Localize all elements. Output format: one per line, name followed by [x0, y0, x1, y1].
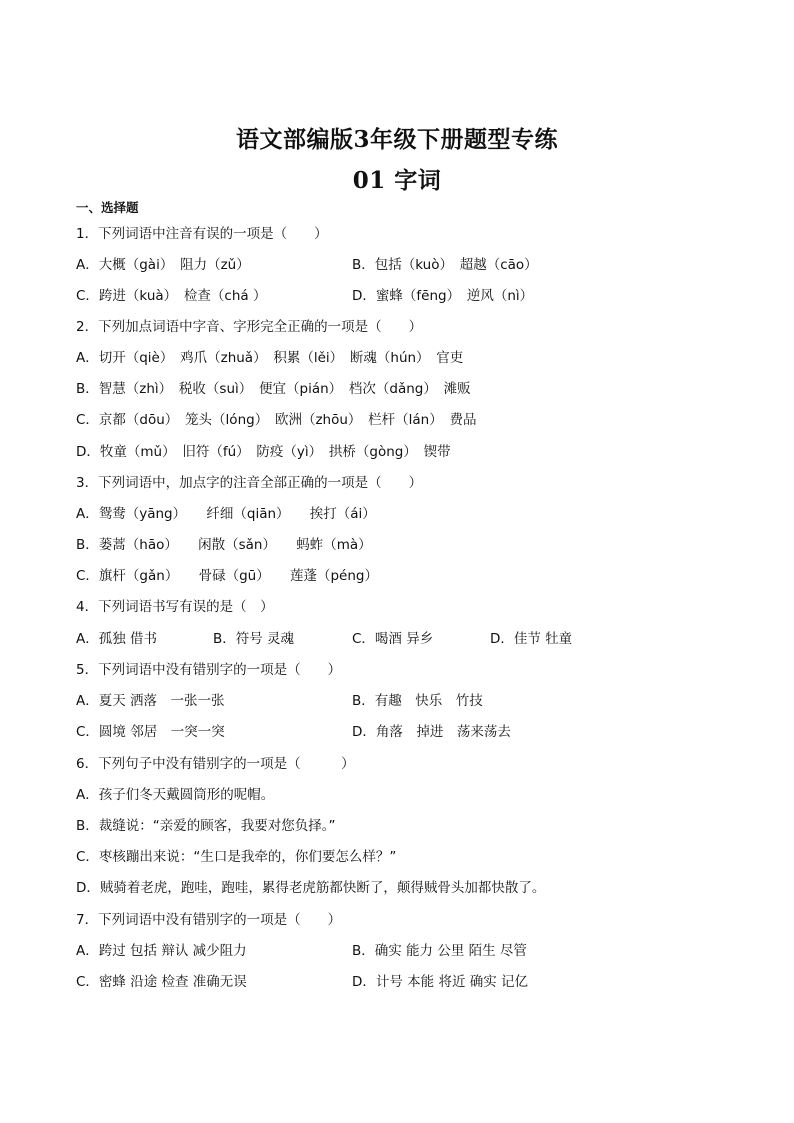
question-7-stem: 7．下列词语中没有错别字的一项是（ ） — [76, 912, 342, 928]
question-6-option-c: C．枣核蹦出来说：“生口是我牵的，你们要怎么样？” — [76, 849, 397, 865]
question-2-option-d: D．牧童（mǔ） 旧符（fú） 防疫（yì） 拱桥（gòng） 锲带 — [76, 444, 451, 460]
question-7-option-c: C．密蜂 沿途 检查 准确无误 — [76, 974, 247, 990]
question-5-stem: 5．下列词语中没有错别字的一项是（ ） — [76, 662, 342, 678]
question-4-option-b: B．符号 灵魂 — [213, 631, 295, 647]
question-7-option-b: B．确实 能力 公里 陌生 尽管 — [352, 943, 527, 959]
question-1-option-d: D．蜜蜂（fēng） 逆风（nì） — [352, 288, 534, 304]
question-7-option-a: A．跨过 包括 辩认 减少阻力 — [76, 943, 247, 959]
question-2-option-b: B．智慧（zhì） 税收（suì） 便宜（pián） 档次（dǎng） 滩贩 — [76, 381, 471, 397]
question-3-option-c: C．旗杆（gǎn） 骨碌（gū） 莲蓬（péng） — [76, 568, 378, 584]
question-4-option-c: C．喝酒 异乡 — [352, 631, 434, 647]
question-3-option-b: B．蒌蒿（hāo） 闲散（sǎn） 蚂蚱（mà） — [76, 537, 372, 553]
question-5-option-d: D．角落 掉进 荡来荡去 — [352, 724, 511, 740]
question-1-stem: 1．下列词语中注音有误的一项是（ ） — [76, 226, 328, 242]
question-2-option-a: A．切开（qiè） 鸡爪（zhuǎ） 积累（lěi） 断魂（hún） 官吏 — [76, 350, 464, 366]
document-title: 语文部编版3年级下册题型专练 — [235, 126, 558, 153]
question-4-stem: 4．下列词语书写有误的是（ ） — [76, 599, 274, 615]
section-heading: 一、选择题 — [76, 200, 139, 215]
question-7-option-d: D．计号 本能 将近 确实 记亿 — [352, 974, 529, 990]
question-4-option-a: A．孤独 借书 — [76, 631, 158, 647]
question-6-option-a: A．孩子们冬天戴圆筒形的呢帽。 — [76, 787, 275, 803]
question-6-option-b: B．裁缝说：“亲爱的顾客，我要对您负择。” — [76, 818, 336, 834]
question-3-option-a: A．鸳鸯（yāng） 纤细（qiān） 挨打（ái） — [76, 506, 376, 522]
question-3-stem: 3．下列词语中，加点字的注音全部正确的一项是（ ） — [76, 475, 423, 491]
question-5-option-c: C．圆境 邻居 一突一突 — [76, 724, 225, 740]
document-subtitle: 01 字词 — [352, 167, 442, 194]
question-2-option-c: C．京都（dōu） 笼头（lóng） 欧洲（zhōu） 栏杆（lán） 费品 — [76, 412, 477, 428]
question-2-stem: 2．下列加点词语中字音、字形完全正确的一项是（ ） — [76, 319, 423, 335]
question-6-option-d: D．贼骑着老虎，跑哇，跑哇，累得老虎筋都快断了，颠得贼骨头加都快散了。 — [76, 880, 546, 896]
question-1-option-a: A．大概（gài） 阻力（zǔ） — [76, 257, 250, 273]
question-1-option-c: C．跨进（kuà） 检查（chá ） — [76, 288, 267, 304]
question-4-option-d: D．佳节 牡童 — [490, 631, 573, 647]
question-6-stem: 6．下列句子中没有错别字的一项是（ ） — [76, 756, 355, 772]
question-5-option-a: A．夏天 洒落 一张一张 — [76, 693, 225, 709]
question-1-option-b: B．包括（kuò） 超越（cāo） — [352, 257, 538, 273]
question-5-option-b: B．有趣 快乐 竹技 — [352, 693, 483, 709]
